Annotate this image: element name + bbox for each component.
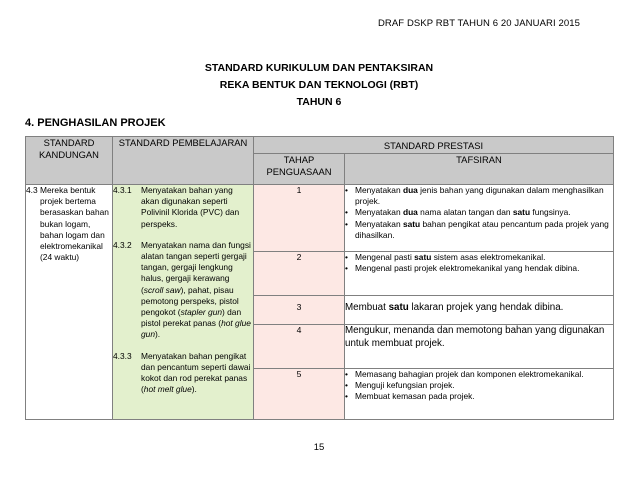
pembelajaran-item-2 (113, 240, 253, 341)
section-heading: 4. PENGHASILAN PROJEK (25, 117, 166, 129)
header-tafsiran: TAFSIRAN (345, 154, 614, 185)
tafsiran-level-1 (345, 185, 614, 252)
title-line-2: REKA BENTUK DAN TEKNOLOGI (RBT) (219, 79, 419, 91)
tafsiran-level-3: Membuat satu lakaran projek yang hendak dibina. (345, 296, 614, 325)
kandungan-text: Mereka bentuk projek bertema berasaskan bahan bukan logam, bahan logam dan elektromekanikal (24 waktu) (40, 185, 109, 263)
tafsiran-item: • Membuat kemasan pada projek. (345, 391, 613, 402)
page-number: 15 (313, 442, 325, 453)
pembelajaran-item-3 (113, 351, 253, 396)
pembelajaran-number: 4.3.2 (113, 239, 132, 250)
tafsiran-item: • Mengenal pasti projek elektromekanikal yang hendak dibina. (345, 263, 613, 274)
tahap-level-1: 1 (254, 185, 345, 252)
tafsiran-level-5 (345, 369, 614, 420)
document-title (0, 60, 638, 111)
header-prestasi: STANDARD PRESTASI (254, 137, 614, 154)
kandungan-number: 4.3 (26, 185, 38, 195)
standards-table (25, 136, 614, 420)
pembelajaran-cell (113, 185, 254, 420)
tafsiran-item: • Memasang bahagian projek dan komponen elektromekanikal. (345, 369, 613, 380)
header-tahap: TAHAP PENGUASAAN (254, 154, 345, 185)
tafsiran-item: • Mengenal pasti satu sistem asas elektromekanikal. (345, 252, 613, 263)
tafsiran-level-4: Mengukur, menanda dan memotong bahan yang digunakan untuk membuat projek. (345, 325, 614, 369)
tafsiran-item: • Menyatakan dua jenis bahan yang digunakan dalam menghasilkan projek. (345, 185, 613, 207)
pembelajaran-number: 4.3.3 (113, 350, 132, 361)
tahap-level-5: 5 (254, 369, 345, 420)
pembelajaran-number: 4.3.1 (113, 185, 132, 195)
pembelajaran-text: Menyatakan bahan pengikat dan pencantum seperti dawai kokot dan rod perekat panas (hot melt glue). (141, 350, 251, 395)
tahap-level-4: 4 (254, 325, 345, 369)
pembelajaran-text: Menyatakan nama dan fungsi alatan tangan seperti gergaji tangan, gergaji lengkung halus, gergaji kerawang (scroll saw), pahat, pisau pemotong perspeks, pistol pengokot (stapler gun) dan pistol perekat panas (hot glue gun). (141, 239, 251, 340)
pembelajaran-item-1 (113, 185, 253, 230)
title-line-3: TAHUN 6 (296, 96, 342, 108)
tafsiran-level-2 (345, 252, 614, 296)
pembelajaran-text: Menyatakan bahan yang akan digunakan seperti Polivinil Klorida (PVC) dan perspeks. (141, 185, 240, 229)
tafsiran-item: • Menyatakan dua nama alatan tangan dan satu fungsinya. (345, 207, 613, 218)
header-pembelajaran: STANDARD PEMBELAJARAN (113, 137, 254, 185)
tafsiran-item: • Menguji kefungsian projek. (345, 380, 613, 391)
tahap-level-2: 2 (254, 252, 345, 296)
tahap-level-3: 3 (254, 296, 345, 325)
draft-note: DRAF DSKP RBT TAHUN 6 20 JANUARI 2015 (377, 18, 580, 29)
tafsiran-item: • Menyatakan satu bahan pengikat atau pencantum pada projek yang dihasilkan. (345, 219, 613, 241)
header-kandungan: STANDARD KANDUNGAN (26, 137, 113, 185)
title-line-1: STANDARD KURIKULUM DAN PENTAKSIRAN (204, 62, 434, 74)
kandungan-cell (26, 185, 113, 420)
